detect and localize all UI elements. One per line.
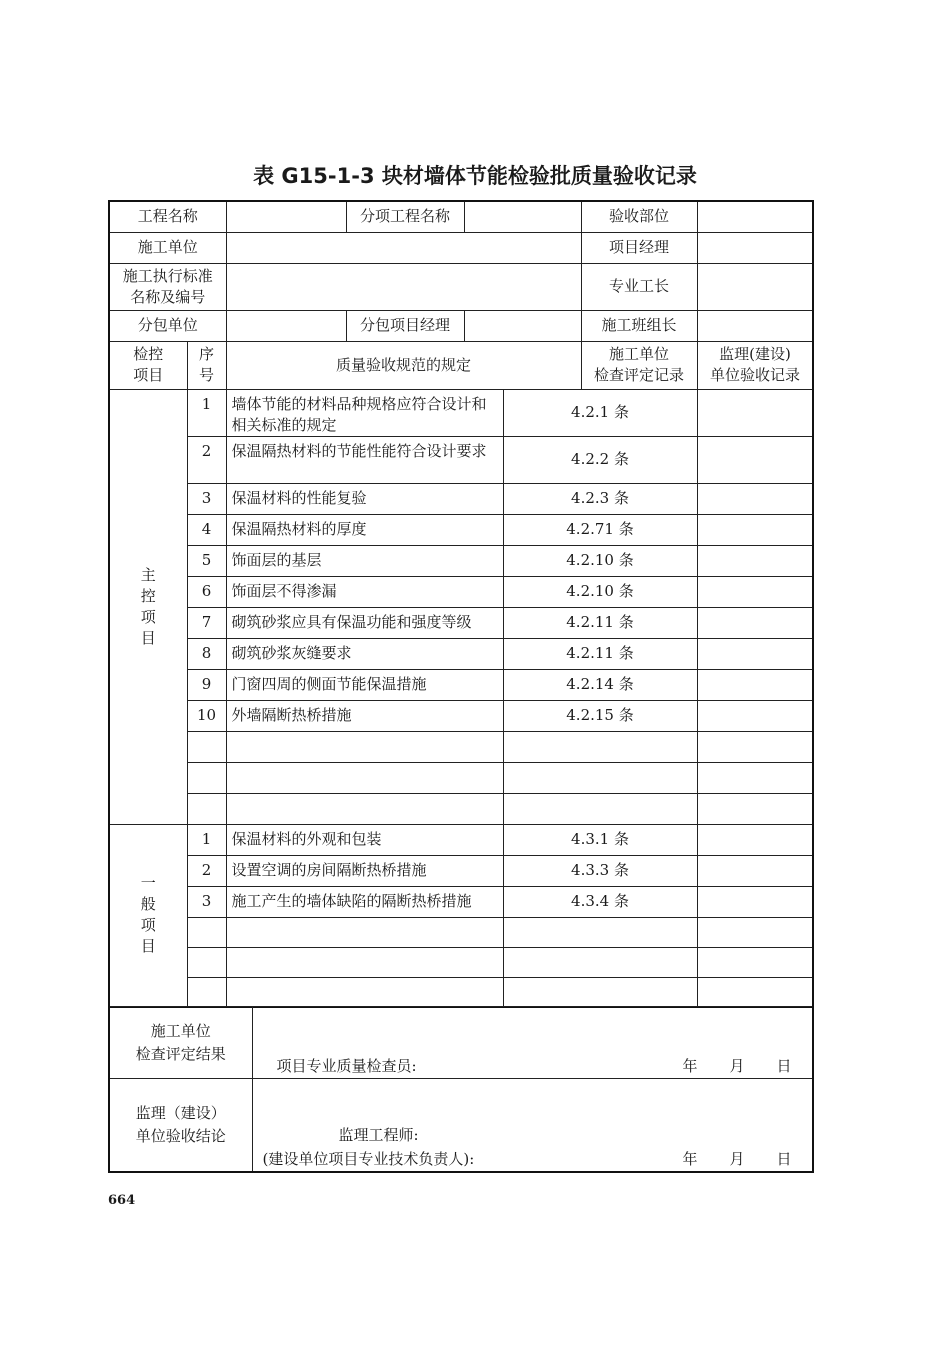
seq-number: 10 — [187, 700, 226, 731]
contractor-result-label-line1: 施工单位 — [150, 1021, 211, 1040]
table-row-blank — [109, 977, 813, 1007]
seq-number: 3 — [187, 886, 226, 917]
subcontractor-value[interactable] — [226, 310, 346, 341]
inspector-label: 项目专业质量检查员: — [276, 1057, 417, 1075]
requirement-text: 砌筑砂浆应具有保温功能和强度等级 — [226, 607, 503, 638]
construction-unit-label: 施工单位 — [109, 232, 226, 263]
clause-number: 4.2.15 条 — [503, 700, 697, 731]
acceptance-part-label: 验收部位 — [581, 201, 697, 232]
standard-label-line2: 名称及编号 — [130, 287, 206, 306]
table-row — [109, 436, 813, 483]
requirement-text: 设置空调的房间隔断热桥措施 — [226, 855, 503, 886]
column-header-supervisor — [697, 341, 813, 389]
clause-number: 4.3.4 条 — [503, 886, 697, 917]
requirement-text: 门窗四周的侧面节能保温措施 — [226, 669, 503, 700]
foreman-label: 专业工长 — [581, 263, 697, 310]
year-label: 年 — [682, 1057, 698, 1075]
construction-unit-value[interactable] — [226, 232, 581, 263]
clause-number-blank[interactable] — [503, 947, 697, 977]
column-header-contractor — [581, 341, 697, 389]
requirement-text-blank[interactable] — [226, 917, 503, 947]
subcontractor-label: 分包单位 — [109, 310, 226, 341]
table-row — [109, 545, 813, 576]
main-control-items-label-char: 主 — [140, 565, 156, 584]
contractor-record-cell[interactable] — [697, 389, 813, 436]
clause-number: 4.2.11 条 — [503, 638, 697, 669]
requirement-text-blank[interactable] — [226, 731, 503, 762]
sub-project-manager-value[interactable] — [464, 310, 581, 341]
main-control-items-label-char: 目 — [140, 628, 156, 647]
supervisor-conclusion-label-line1: 监理（建设） — [135, 1103, 226, 1122]
project-name-value[interactable] — [226, 201, 346, 232]
column-header-seq — [187, 341, 226, 389]
requirement-text: 饰面层不得渗漏 — [226, 576, 503, 607]
general-items-label-char: 般 — [140, 895, 156, 914]
clause-number-blank[interactable] — [503, 917, 697, 947]
team-leader-label: 施工班组长 — [581, 310, 697, 341]
clause-number-blank[interactable] — [503, 731, 697, 762]
day-label: 日 — [776, 1057, 792, 1075]
table-row — [109, 669, 813, 700]
table-row — [109, 576, 813, 607]
table-row-blank — [109, 917, 813, 947]
contractor-record-cell[interactable] — [697, 824, 813, 855]
contractor-record-cell-blank[interactable] — [697, 793, 813, 824]
column-header-supervisor-line2: 单位验收记录 — [710, 366, 801, 384]
contractor-result-field[interactable] — [252, 1007, 813, 1079]
standard-label — [109, 263, 226, 310]
column-header-seq-line1: 序 — [199, 345, 215, 363]
contractor-record-cell-blank[interactable] — [697, 762, 813, 793]
requirement-text: 墙体节能的材料品种规格应符合设计和相关标准的规定 — [226, 389, 503, 436]
day-label-2: 日 — [776, 1150, 792, 1168]
sub-project-manager-label: 分包项目经理 — [346, 310, 464, 341]
contractor-result-label — [109, 1007, 252, 1079]
seq-number-blank[interactable] — [187, 793, 226, 824]
summary-table — [108, 1006, 814, 1173]
column-header-item-line2: 项目 — [133, 366, 164, 384]
standard-label-line1: 施工执行标准 — [122, 266, 213, 285]
table-row — [109, 824, 813, 855]
clause-number: 4.2.2 条 — [503, 436, 697, 483]
project-manager-label: 项目经理 — [581, 232, 697, 263]
requirement-text: 保温隔热材料的节能性能符合设计要求 — [226, 436, 503, 483]
acceptance-part-value[interactable] — [697, 201, 813, 232]
table-row — [109, 700, 813, 731]
requirement-text: 饰面层的基层 — [226, 545, 503, 576]
seq-number: 9 — [187, 669, 226, 700]
contractor-record-cell-blank[interactable] — [697, 947, 813, 977]
supervisor-conclusion-field[interactable] — [252, 1079, 813, 1172]
contractor-record-cell[interactable] — [697, 436, 813, 483]
requirement-text: 保温材料的性能复验 — [226, 483, 503, 514]
clause-number: 4.2.11 条 — [503, 607, 697, 638]
requirement-text: 保温隔热材料的厚度 — [226, 514, 503, 545]
seq-number: 2 — [187, 855, 226, 886]
table-row — [109, 886, 813, 917]
column-header-seq-line2: 号 — [199, 366, 215, 384]
contractor-result-label-line2: 检查评定结果 — [135, 1044, 226, 1063]
requirement-text-blank[interactable] — [226, 762, 503, 793]
foreman-value[interactable] — [697, 263, 813, 310]
clause-number: 4.2.3 条 — [503, 483, 697, 514]
requirement-text-blank[interactable] — [226, 793, 503, 824]
table-row-blank — [109, 793, 813, 824]
requirement-text-blank[interactable] — [226, 947, 503, 977]
requirement-text-blank[interactable] — [226, 977, 503, 1007]
page-number: 664 — [108, 1193, 136, 1208]
project-name-label: 工程名称 — [109, 201, 226, 232]
clause-number: 4.2.10 条 — [503, 545, 697, 576]
document-title: 表 G15-1-3 块材墙体节能检验批质量验收记录 — [253, 164, 697, 188]
contractor-record-cell[interactable] — [697, 545, 813, 576]
contractor-record-cell[interactable] — [697, 607, 813, 638]
clause-number: 4.3.1 条 — [503, 824, 697, 855]
seq-number: 4 — [187, 514, 226, 545]
general-items-label-char: 一 — [140, 874, 156, 893]
main-control-items-label-char: 项 — [140, 607, 156, 626]
seq-number-blank[interactable] — [187, 731, 226, 762]
table-row-blank — [109, 731, 813, 762]
seq-number: 8 — [187, 638, 226, 669]
table-row — [109, 483, 813, 514]
main-control-items-label-char: 控 — [140, 586, 156, 605]
owner-rep-label: (建设单位项目专业技术负责人): — [262, 1150, 475, 1168]
column-header-item-line1: 检控 — [133, 345, 164, 363]
contractor-record-cell[interactable] — [697, 855, 813, 886]
supervisor-conclusion-label-line2: 单位验收结论 — [135, 1126, 226, 1145]
contractor-record-cell[interactable] — [697, 638, 813, 669]
clause-number-blank[interactable] — [503, 977, 697, 1007]
clause-number-blank[interactable] — [503, 793, 697, 824]
seq-number-blank[interactable] — [187, 947, 226, 977]
table-row — [109, 514, 813, 545]
contractor-record-cell[interactable] — [697, 576, 813, 607]
seq-number-blank[interactable] — [187, 762, 226, 793]
clause-number: 4.2.14 条 — [503, 669, 697, 700]
contractor-record-cell-blank[interactable] — [697, 731, 813, 762]
contractor-record-cell[interactable] — [697, 700, 813, 731]
table-row-blank — [109, 947, 813, 977]
seq-number: 1 — [187, 389, 226, 436]
seq-number: 6 — [187, 576, 226, 607]
requirement-text: 砌筑砂浆灰缝要求 — [226, 638, 503, 669]
seq-number-blank[interactable] — [187, 977, 226, 1007]
seq-number: 2 — [187, 436, 226, 483]
contractor-record-cell[interactable] — [697, 669, 813, 700]
sub-project-name-label: 分项工程名称 — [346, 201, 464, 232]
general-items-label-char: 项 — [140, 916, 156, 935]
clause-number: 4.2.1 条 — [503, 389, 697, 436]
seq-number: 7 — [187, 607, 226, 638]
sub-project-name-value[interactable] — [464, 201, 581, 232]
table-row — [109, 389, 813, 436]
project-manager-value[interactable] — [697, 232, 813, 263]
requirement-text: 外墙隔断热桥措施 — [226, 700, 503, 731]
column-header-contractor-line1: 施工单位 — [609, 345, 670, 363]
month-label-2: 月 — [729, 1150, 745, 1168]
clause-number: 4.2.10 条 — [503, 576, 697, 607]
column-header-item — [109, 341, 187, 389]
engineer-label: 监理工程师: — [338, 1126, 419, 1144]
column-header-spec: 质量验收规范的规定 — [226, 341, 581, 389]
table-row — [109, 607, 813, 638]
supervisor-conclusion-label — [109, 1079, 252, 1172]
table-row-blank — [109, 762, 813, 793]
contractor-record-cell[interactable] — [697, 483, 813, 514]
contractor-record-cell-blank[interactable] — [697, 977, 813, 1007]
table-row — [109, 855, 813, 886]
clause-number: 4.3.3 条 — [503, 855, 697, 886]
inspection-record-table — [108, 200, 814, 1008]
clause-number-blank[interactable] — [503, 762, 697, 793]
column-header-contractor-line2: 检查评定记录 — [594, 366, 685, 384]
contractor-record-cell[interactable] — [697, 514, 813, 545]
general-items-label-char: 目 — [140, 937, 156, 956]
seq-number-blank[interactable] — [187, 917, 226, 947]
contractor-record-cell-blank[interactable] — [697, 917, 813, 947]
seq-number: 5 — [187, 545, 226, 576]
column-header-supervisor-line1: 监理(建设) — [719, 345, 791, 363]
requirement-text: 施工产生的墙体缺陷的隔断热桥措施 — [226, 886, 503, 917]
contractor-record-cell[interactable] — [697, 886, 813, 917]
standard-value[interactable] — [226, 263, 581, 310]
requirement-text: 保温材料的外观和包装 — [226, 824, 503, 855]
table-row — [109, 638, 813, 669]
seq-number: 3 — [187, 483, 226, 514]
general-items-label — [109, 824, 187, 1007]
main-control-items-label — [109, 389, 187, 824]
seq-number: 1 — [187, 824, 226, 855]
clause-number: 4.2.71 条 — [503, 514, 697, 545]
year-label-2: 年 — [682, 1150, 698, 1168]
month-label: 月 — [729, 1057, 745, 1075]
team-leader-value[interactable] — [697, 310, 813, 341]
